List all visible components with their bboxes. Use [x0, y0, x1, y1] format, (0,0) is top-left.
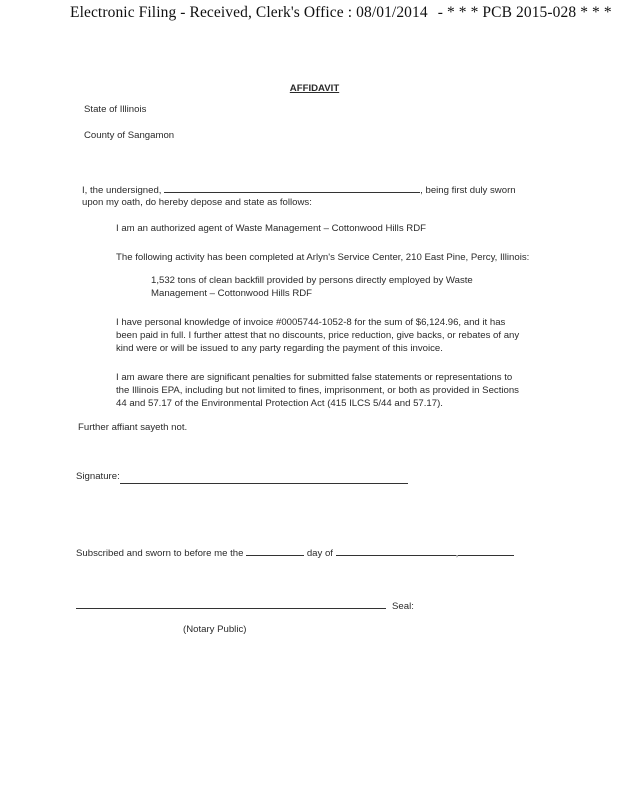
county-line: County of Sangamon — [84, 130, 175, 141]
notary-label: (Notary Public) — [183, 624, 247, 635]
sworn-line — [76, 546, 514, 560]
intro-line — [82, 183, 516, 197]
statement-invoice — [116, 316, 519, 355]
state-line: State of Illinois — [84, 104, 147, 115]
signature-line — [120, 483, 408, 484]
affiant-name-blank — [164, 183, 420, 193]
penalties-line-1: I am aware there are significant penalties for submitted false statements or representations to — [116, 372, 513, 383]
penalties-line-2: the Illinois EPA, including but not limited to fines, imprisonment, or both as provided in Sections — [116, 385, 519, 396]
intro-line-2: upon my oath, do hereby depose and state as follows: — [82, 197, 312, 208]
year-blank — [458, 546, 514, 556]
statement-activity: The following activity has been completed at Arlyn's Service Center, 210 East Pine, Percy, Illinois: — [116, 252, 530, 263]
activity-detail-line-1: 1,532 tons of clean backfill provided by persons directly employed by Waste — [151, 275, 473, 286]
invoice-line-3: kind were or will be issued to any party regarding the payment of this invoice. — [116, 343, 443, 354]
sworn-day-label: day of — [306, 548, 333, 559]
statement-penalties — [116, 371, 519, 410]
invoice-line-2: been paid in full. I further attest that no discounts, price reduction, give backs, or rebates of any — [116, 330, 520, 341]
invoice-line-1: I have personal knowledge of invoice #0005744-1052-8 for the sum of $6,124.96, and it has — [116, 317, 506, 328]
case-number-text: - * * * PCB 2015-028 * * * — [437, 4, 612, 21]
further-affiant-line: Further affiant sayeth not. — [78, 422, 188, 433]
day-blank — [246, 546, 304, 556]
intro-suffix: , being first duly sworn — [420, 185, 516, 196]
penalties-line-3: 44 and 57.17 of the Environmental Protection Act (415 ILCS 5/44 and 57.17). — [116, 398, 443, 409]
filing-stamp-text: Electronic Filing - Received, Clerk's Office : 08/01/2014 — [70, 4, 428, 21]
notary-signature-line — [76, 608, 386, 609]
month-blank — [336, 546, 456, 556]
sworn-comma: , — [455, 548, 459, 559]
seal-label: Seal: — [392, 601, 414, 612]
document-title: AFFIDAVIT — [289, 83, 340, 94]
filing-header — [70, 4, 610, 22]
statement-agent: I am an authorized agent of Waste Management – Cottonwood Hills RDF — [116, 223, 426, 234]
intro-prefix: I, the undersigned, — [82, 185, 162, 196]
signature-label: Signature: — [76, 471, 120, 482]
activity-detail-line-2: Management – Cottonwood Hills RDF — [151, 288, 313, 299]
sworn-prefix: Subscribed and sworn to before me the — [76, 548, 244, 559]
